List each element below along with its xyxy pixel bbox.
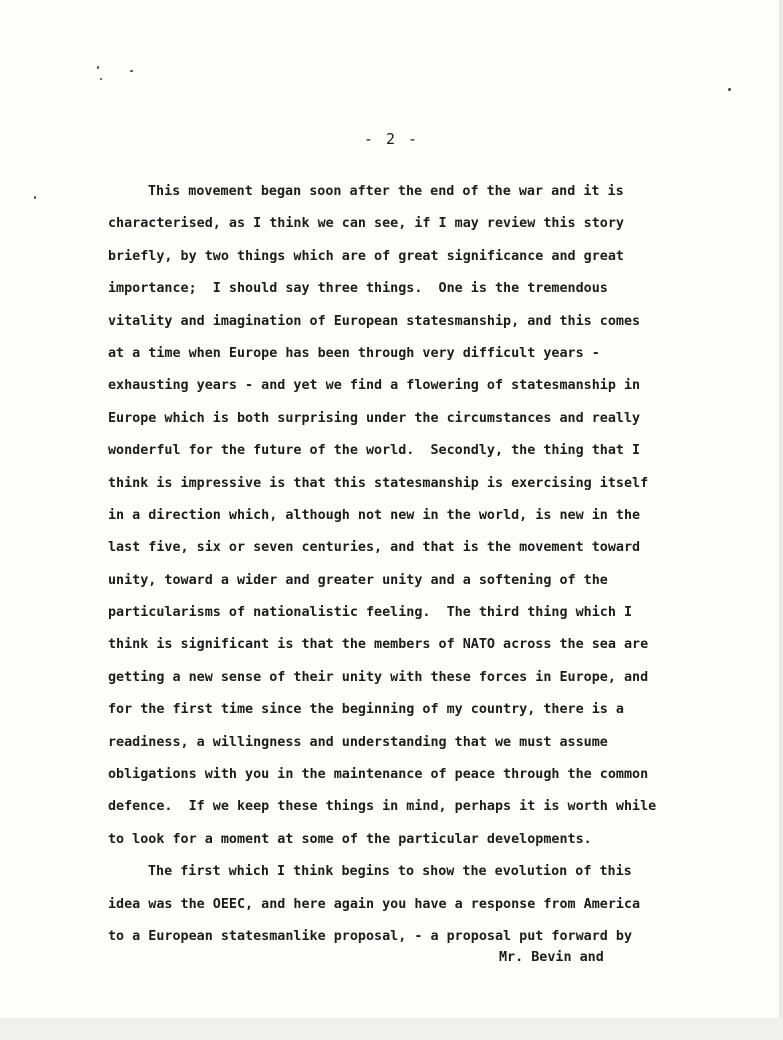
ink-speck — [97, 66, 99, 69]
text-line: in a direction which, although not new in the world, is new in the — [108, 507, 641, 523]
text-line: to a European statesmanlike proposal, - a proposal put forward by — [108, 928, 633, 944]
text-line: exhausting years - and yet we find a flowering of statesmanship in — [108, 378, 641, 394]
text-line: for the first time since the beginning of my country, there is a — [108, 702, 624, 718]
text-line: readiness, a willingness and understanding that we must assume — [108, 734, 608, 750]
text-line: idea was the OEEC, and here again you have a response from America — [108, 896, 641, 912]
page-edge — [779, 0, 783, 1040]
text-line: to look for a moment at some of the particular developments. — [108, 831, 592, 847]
text-line: vitality and imagination of European statesmanship, and this comes — [108, 313, 641, 329]
text-line: wonderful for the future of the world. Secondly, the thing that I — [108, 443, 641, 459]
ink-speck — [34, 196, 36, 199]
text-line: This movement began soon after the end of the war and it is — [148, 184, 624, 199]
ink-speck — [130, 70, 133, 72]
body-text — [108, 176, 668, 953]
text-line: Europe which is both surprising under the circumstances and really — [108, 410, 641, 426]
text-line: getting a new sense of their unity with these forces in Europe, and — [108, 669, 649, 685]
text-line: briefly, by two things which are of great significance and great — [108, 248, 624, 264]
text-line: unity, toward a wider and greater unity and a softening of the — [108, 572, 608, 588]
ink-speck — [100, 78, 102, 80]
text-line: importance; I should say three things. One is the tremendous — [108, 281, 608, 297]
text-line: The first which I think begins to show the evolution of this — [148, 864, 632, 880]
ink-speck — [728, 88, 731, 91]
text-line: obligations with you in the maintenance of peace through the common — [108, 767, 649, 783]
catchword: Mr. Bevin and — [499, 950, 604, 965]
text-line: think is impressive is that this statesmanship is exercising itself — [108, 475, 649, 491]
page-number: - 2 - — [363, 130, 420, 148]
text-line: last five, six or seven centuries, and that is the movement toward — [108, 540, 641, 556]
page-bottom-edge — [0, 1018, 783, 1040]
text-line: particularisms of nationalistic feeling. The third thing which I — [108, 605, 633, 621]
text-line: think is significant is that the members of NATO across the sea are — [108, 637, 649, 653]
text-line: defence. If we keep these things in mind, perhaps it is worth while — [108, 799, 657, 815]
text-line: characterised, as I think we can see, if I may review this story — [108, 216, 624, 232]
text-line: at a time when Europe has been through very difficult years - — [108, 345, 600, 361]
